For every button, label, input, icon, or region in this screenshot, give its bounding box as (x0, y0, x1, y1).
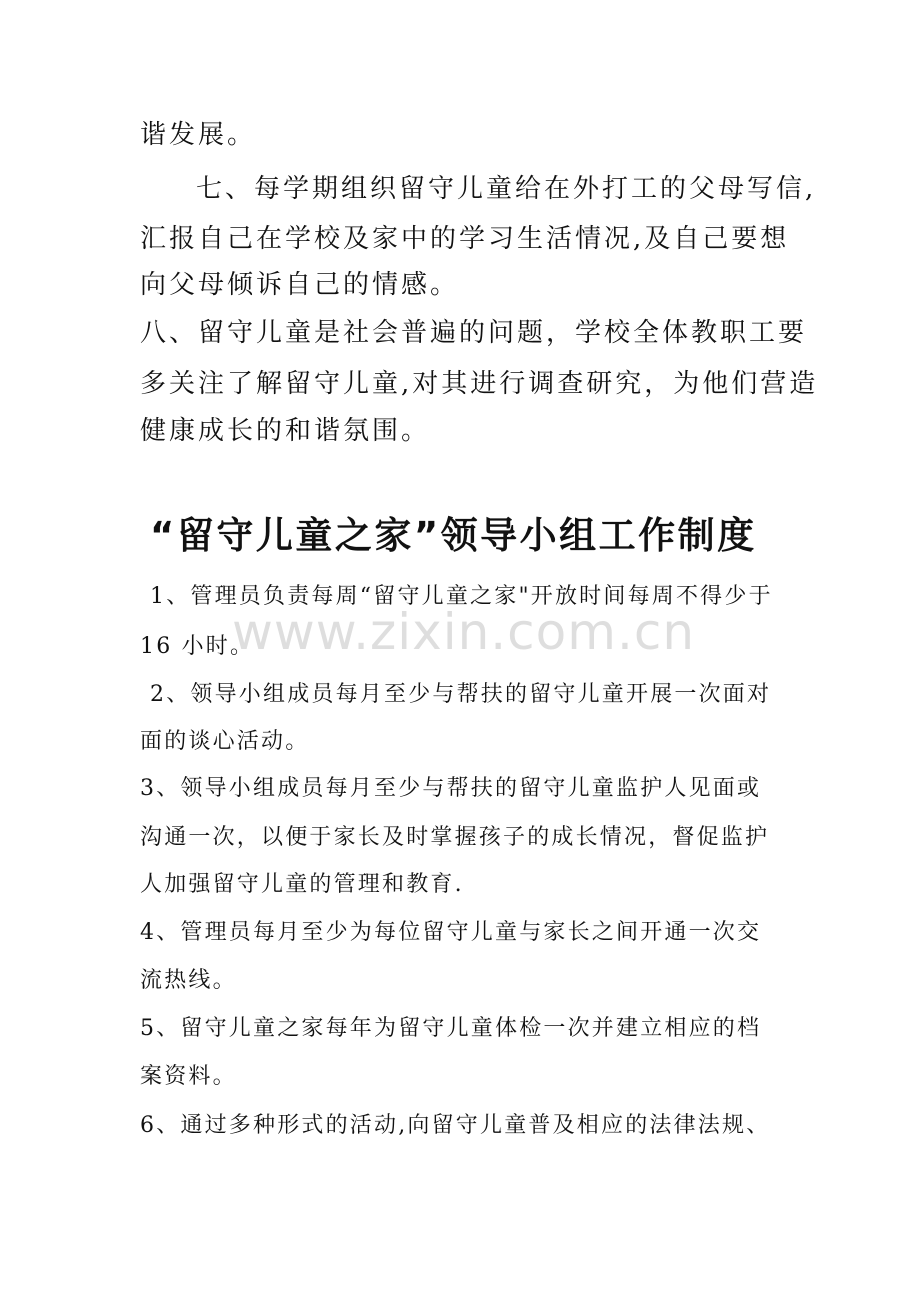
section-heading: “留守儿童之家”领导小组工作制度 (150, 514, 757, 557)
rule-line: 沟通一次，以便于家长及时掌握孩子的成长情况，督促监护 (140, 825, 770, 850)
rule-line: 5、留守儿童之家每年为留守儿童体检一次并建立相应的档 (140, 1016, 762, 1041)
paragraph-line: 多关注了解留守儿童,对其进行调查研究，为他们营造 (140, 369, 819, 399)
rule-line: 流热线。 (140, 968, 237, 993)
watermark: www.zixin.com.cn (232, 603, 696, 661)
paragraph-line: 向父母倾诉自己的情感。 (140, 270, 460, 300)
rule-line: 6、通过多种形式的活动,向留守儿童普及相应的法律法规、 (140, 1113, 771, 1138)
rule-line: 1、管理员负责每周“留守儿童之家"开放时间每周不得少于 (150, 584, 773, 609)
paragraph-line: 七、每学期组织留守儿童给在外打工的父母写信, (196, 174, 817, 204)
paragraph-line: 汇报自己在学校及家中的学习生活情况,及自己要想 (140, 224, 790, 254)
rule-line: 2、领导小组成员每月至少与帮扶的留守儿童开展一次面对 (150, 682, 772, 707)
rule-line: 面的谈心活动。 (140, 729, 310, 754)
rule-line: 4、管理员每月至少为每位留守儿童与家长之间开通一次交 (140, 920, 762, 945)
rule-line: 3、领导小组成员每月至少与帮扶的留守儿童监护人见面或 (140, 776, 762, 801)
paragraph-line: 八、留守儿童是社会普遍的问题，学校全体教职工要 (140, 318, 808, 348)
rule-line: 16 小时。 (140, 634, 255, 659)
rule-line: 案资料。 (140, 1064, 237, 1089)
rule-line: 人加强留守儿童的管理和教育. (140, 872, 464, 897)
paragraph-line: 谐发展。 (140, 120, 257, 150)
paragraph-line: 健康成长的和谐氛围。 (140, 416, 431, 446)
